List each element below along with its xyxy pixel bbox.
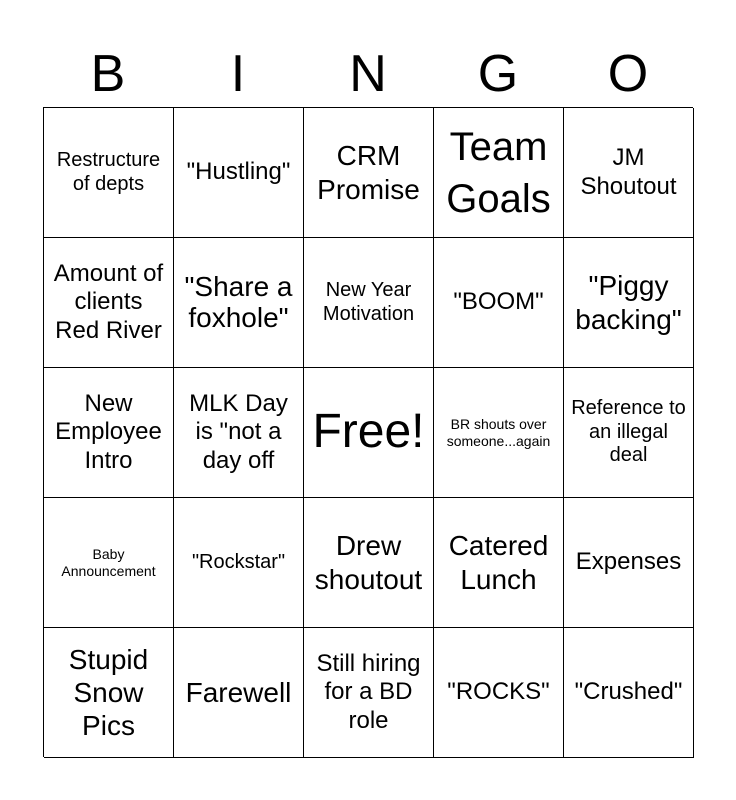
bingo-cell[interactable]: Stupid Snow Pics xyxy=(44,628,174,758)
bingo-cell[interactable]: Drew shoutout xyxy=(304,498,434,628)
bingo-cell[interactable]: Reference to an illegal deal xyxy=(564,368,694,498)
bingo-cell[interactable]: New Employee Intro xyxy=(44,368,174,498)
bingo-cell[interactable]: Restructure of depts xyxy=(44,108,174,238)
bingo-cell[interactable]: Baby Announcement xyxy=(44,498,174,628)
bingo-cell[interactable]: "Hustling" xyxy=(174,108,304,238)
bingo-cell[interactable]: JM Shoutout xyxy=(564,108,694,238)
bingo-cell[interactable]: "Share a foxhole" xyxy=(174,238,304,368)
bingo-header xyxy=(43,40,693,108)
bingo-cell[interactable]: Amount of clients Red River xyxy=(44,238,174,368)
bingo-cell[interactable]: Team Goals xyxy=(434,108,564,238)
bingo-board xyxy=(43,107,693,757)
bingo-cell[interactable]: "Rockstar" xyxy=(174,498,304,628)
header-letter-i: I xyxy=(230,45,246,103)
bingo-cell[interactable]: Farewell xyxy=(174,628,304,758)
bingo-cell[interactable]: BR shouts over someone...again xyxy=(434,368,564,498)
bingo-cell[interactable]: MLK Day is "not a day off xyxy=(174,368,304,498)
bingo-cell[interactable]: CRM Promise xyxy=(304,108,434,238)
bingo-cell[interactable]: Expenses xyxy=(564,498,694,628)
bingo-cell[interactable]: Still hiring for a BD role xyxy=(304,628,434,758)
header-letter-n: N xyxy=(349,45,387,103)
header-letter-b: B xyxy=(90,45,126,103)
free-space-cell[interactable]: Free! xyxy=(304,368,434,498)
header-letter-o: O xyxy=(607,45,649,103)
bingo-cell[interactable]: "Crushed" xyxy=(564,628,694,758)
bingo-cell[interactable]: "ROCKS" xyxy=(434,628,564,758)
bingo-cell[interactable]: Catered Lunch xyxy=(434,498,564,628)
bingo-cell[interactable]: "BOOM" xyxy=(434,238,564,368)
bingo-cell[interactable]: New Year Motivation xyxy=(304,238,434,368)
header-letter-g: G xyxy=(477,45,519,103)
bingo-cell[interactable]: "Piggy backing" xyxy=(564,238,694,368)
